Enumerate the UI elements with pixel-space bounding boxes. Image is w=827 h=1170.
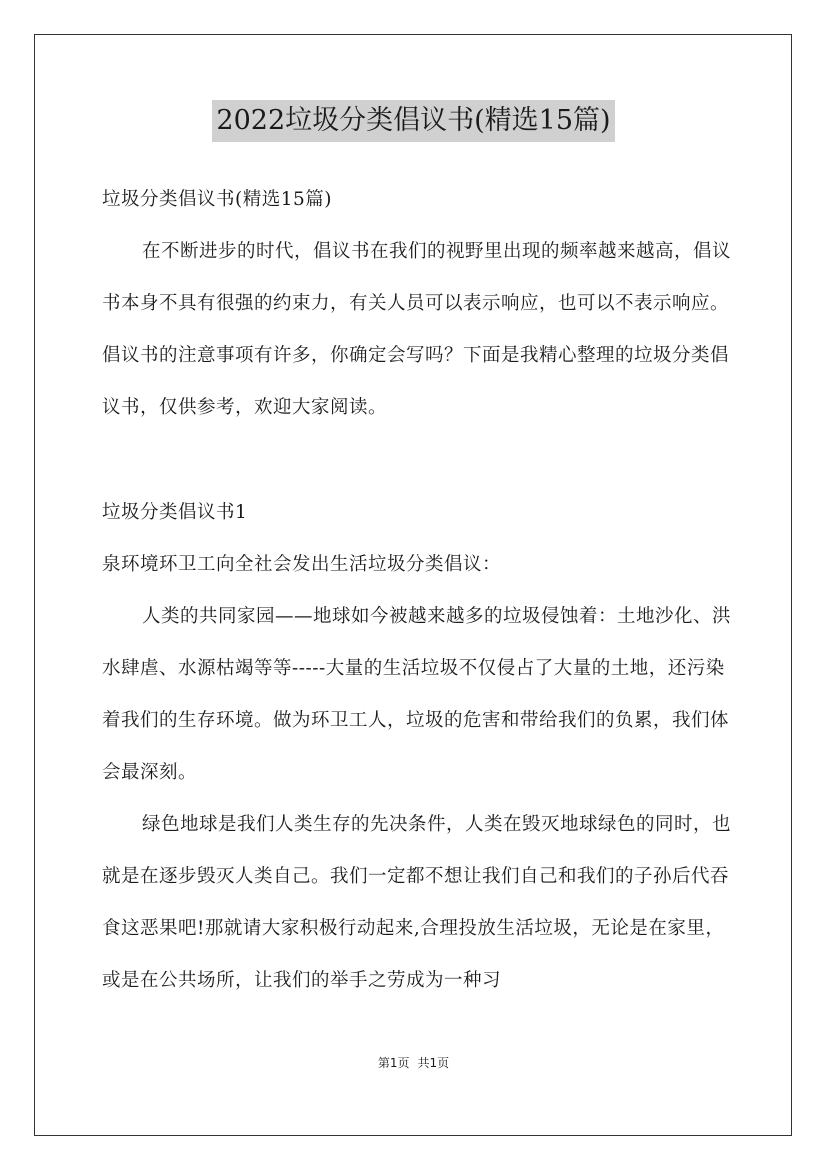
page-number: 第1页: [377, 1056, 410, 1070]
section-lead: 泉环境环卫工向全社会发出生活垃圾分类倡议：: [102, 554, 502, 575]
section-heading: 垃圾分类倡议书1: [102, 502, 248, 523]
page-total: 共1页: [417, 1056, 450, 1070]
page-footer: [0, 1054, 827, 1071]
body-paragraph-1: 人类的共同家园——地球如今被越来越多的垃圾侵蚀着：土地沙化、洪水肆虐、水源枯竭等等-----大量的生活垃圾不仅侵占了大量的土地，还污染着我们的生存环境。做为环卫工人，垃圾的危害和带给我们的负累，我们体会最深刻。: [102, 606, 732, 783]
intro-paragraph: 在不断进步的时代，倡议书在我们的视野里出现的频率越来越高，倡议书本身不具有很强的约束力，有关人员可以表示响应，也可以不表示响应。倡议书的注意事项有许多，你确定会写吗？下面是我精心整理的垃圾分类倡议书，仅供参考，欢迎大家阅读。: [102, 241, 732, 418]
subtitle: 垃圾分类倡议书(精选15篇): [102, 189, 332, 210]
document-title: 2022垃圾分类倡议书(精选15篇): [212, 100, 614, 142]
document-body: [102, 174, 732, 1007]
title-container: [0, 100, 827, 142]
body-paragraph-2: 绿色地球是我们人类生存的先决条件，人类在毁灭地球绿色的同时，也就是在逐步毁灭人类自己。我们一定都不想让我们自己和我们的子孙后代吞食这恶果吧!那就请大家积极行动起来,合理投放生活垃圾，无论是在家里，或是在公共场所，让我们的举手之劳成为一种习: [102, 814, 732, 991]
section-spacer: [102, 434, 732, 487]
